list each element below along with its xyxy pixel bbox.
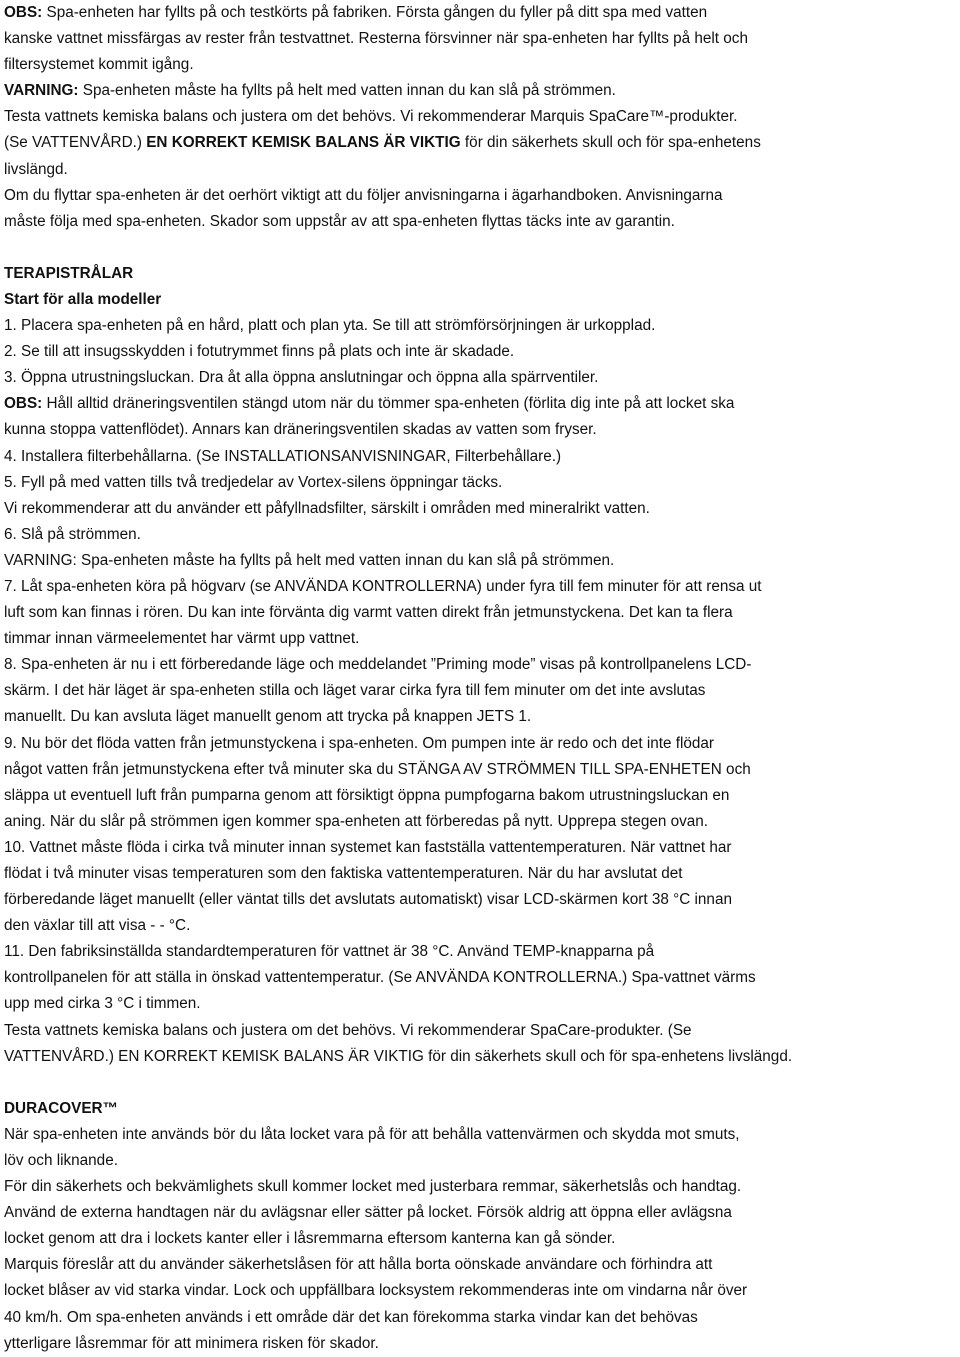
intro-line: OBS: Spa-enheten har fyllts på och testkörts på fabriken. Första gången du fyller på ditt spa med vatten	[4, 4, 708, 21]
chemical-balance-emphasis: EN KORREKT KEMISK BALANS ÄR VIKTIG	[146, 134, 461, 152]
paragraph-line: När spa-enheten inte används bör du låta locket vara på för att behålla vattenvärmen och skydda mot smuts,	[4, 1125, 740, 1143]
step-line: förberedande läget manuellt (eller väntat tills det avslutats automatiskt) visar LCD-skärmen kort 38 °C innan	[4, 891, 732, 909]
intro-line: Testa vattnets kemiska balans och justera om det behövs. Vi rekommenderar Marquis SpaCare™-produkter.	[4, 108, 738, 126]
intro-line: måste följa med spa-enheten. Skador som uppstår av att spa-enheten flyttas täcks inte av garantin.	[4, 212, 675, 230]
step-line: släppa ut eventuell luft från pumparna genom att försiktigt öppna pumpfogarna bakom utrustningsluckan en	[4, 786, 730, 804]
warning-label: VARNING:	[4, 82, 79, 100]
step-line: skärm. I det här läget är spa-enheten stilla och läget varar cirka fyra till fem minuter om det inte avslutas	[4, 682, 706, 700]
intro-section	[4, 0, 956, 235]
intro-line: livslängd.	[4, 160, 68, 178]
step-line: VATTENVÅRD.) EN KORREKT KEMISK BALANS ÄR VIKTIG för din säkerhets skull och för spa-enhetens livslängd.	[4, 1047, 793, 1065]
therapy-jets-section	[4, 261, 956, 1070]
note-line: kunna stoppa vattenflödet). Annars kan dräneringsventilen skadas av vatten som fryser.	[4, 421, 597, 439]
duracover-section	[4, 1096, 956, 1357]
step-line: den växlar till att visa - - °C.	[4, 917, 191, 935]
step-line: något vatten från jetmunstyckena efter två minuter ska du STÄNGA AV STRÖMMEN TILL SPA-ENHETEN och	[4, 760, 751, 778]
intro-line: VARNING: Spa-enheten måste ha fyllts på helt med vatten innan du kan slå på strömmen.	[4, 82, 616, 100]
step-line: Testa vattnets kemiska balans och justera om det behövs. Vi rekommenderar SpaCare-produkter. (Se	[4, 1021, 692, 1039]
obs-label: OBS:	[4, 395, 43, 413]
step-line: upp med cirka 3 °C i timmen.	[4, 995, 201, 1013]
step-line: 6. Slå på strömmen.	[4, 525, 141, 543]
paragraph-line: locket blåser av vid starka vindar. Lock och uppfällbara locksystem rekommenderas inte om vindarna når över	[4, 1282, 748, 1300]
step-line: timmar innan värmeelementet har värmt upp vattnet.	[4, 630, 360, 648]
paragraph-line: 40 km/h. Om spa-enheten används i ett område där det kan förekomma starka vindar kan det behövas	[4, 1308, 698, 1326]
note-line: OBS: Håll alltid dräneringsventilen stängd utom när du tömmer spa-enheten (förlita dig inte på att locket ska	[4, 395, 735, 413]
step-line: 11. Den fabriksinställda standardtemperaturen för vattnet är 38 °C. Använd TEMP-knapparna på	[4, 943, 655, 961]
paragraph-line: locket genom att dra i lockets kanter eller i låsremmarna eftersom kanterna kan gå sönder.	[4, 1230, 616, 1248]
step-line: VARNING: Spa-enheten måste ha fyllts på helt med vatten innan du kan slå på strömmen.	[4, 551, 615, 569]
paragraph-line: För din säkerhets och bekvämlighets skull kommer locket med justerbara remmar, säkerhetslås och handtag.	[4, 1178, 742, 1196]
step-line: 8. Spa-enheten är nu i ett förberedande läge och meddelandet ”Priming mode” visas på kontrollpanelens LCD-	[4, 656, 752, 674]
step-line: kontrollpanelen för att ställa in önskad vattentemperatur. (Se ANVÄNDA KONTROLLERNA.) Spa-vattnet värms	[4, 969, 756, 987]
step-line: 4. Installera filterbehållarna. (Se INSTALLATIONSANVISNINGAR, Filterbehållare.)	[4, 447, 562, 465]
obs-label: OBS:	[4, 4, 43, 21]
intro-line: (Se VATTENVÅRD.) EN KORREKT KEMISK BALANS ÄR VIKTIG för din säkerhets skull och för spa-enhetens	[4, 134, 761, 152]
section-heading: DURACOVER™	[4, 1099, 118, 1117]
step-line: 7. Låt spa-enheten köra på högvarv (se ANVÄNDA KONTROLLERNA) under fyra till fem minuter för att rensa ut	[4, 577, 762, 595]
paragraph-line: ytterligare låsremmar för att minimera risken för skador.	[4, 1334, 379, 1352]
step-line: 3. Öppna utrustningsluckan. Dra åt alla öppna anslutningar och öppna alla spärrventiler.	[4, 369, 599, 387]
step-line: 10. Vattnet måste flöda i cirka två minuter innan systemet kan fastställa vattentemperaturen. När vattnet har	[4, 838, 732, 856]
paragraph-line: Marquis föreslår att du använder säkerhetslåsen för att hålla borta oönskade användare och förhindra att	[4, 1256, 713, 1274]
paragraph-line: Använd de externa handtagen när du avlägsnar eller sätter på locket. Försök aldrig att öppna eller avlägsna	[4, 1204, 732, 1222]
intro-line: Om du flyttar spa-enheten är det oerhört viktigt att du följer anvisningarna i ägarhandboken. Anvisningarna	[4, 186, 723, 204]
section-heading: TERAPISTRÅLAR	[4, 264, 134, 282]
step-line: 2. Se till att insugsskydden i fotutrymmet finns på plats och inte är skadade.	[4, 343, 515, 361]
section-spacer	[4, 1070, 956, 1096]
step-line: flödat i två minuter visas temperaturen som den faktiska vattentemperaturen. När du har avslutat det	[4, 865, 683, 882]
section-spacer	[4, 235, 956, 261]
step-line: 5. Fyll på med vatten tills två tredjedelar av Vortex-silens öppningar täcks.	[4, 473, 503, 491]
section-subheading: Start för alla modeller	[4, 290, 162, 308]
paragraph-line: löv och liknande.	[4, 1151, 118, 1169]
intro-line: kanske vattnet missfärgas av rester från testvattnet. Resterna försvinner när spa-enheten har fyllts på helt och	[4, 30, 748, 48]
step-line: aning. När du slår på strömmen igen kommer spa-enheten att förberedas på nytt. Upprepa stegen ovan.	[4, 812, 709, 830]
step-line: 9. Nu bör det flöda vatten från jetmunstyckena i spa-enheten. Om pumpen inte är redo och det inte flödar	[4, 734, 715, 752]
intro-line: filtersystemet kommit igång.	[4, 56, 194, 74]
step-line: Vi rekommenderar att du använder ett påfyllnadsfilter, särskilt i områden med mineralrikt vatten.	[4, 499, 650, 517]
step-line: manuellt. Du kan avsluta läget manuellt genom att trycka på knappen JETS 1.	[4, 708, 532, 726]
step-line: 1. Placera spa-enheten på en hård, platt och plan yta. Se till att strömförsörjningen är urkopplad.	[4, 317, 656, 335]
step-line: luft som kan finnas i rören. Du kan inte förvänta dig varmt vatten direkt från jetmunstyckena. Det kan ta flera	[4, 604, 733, 622]
